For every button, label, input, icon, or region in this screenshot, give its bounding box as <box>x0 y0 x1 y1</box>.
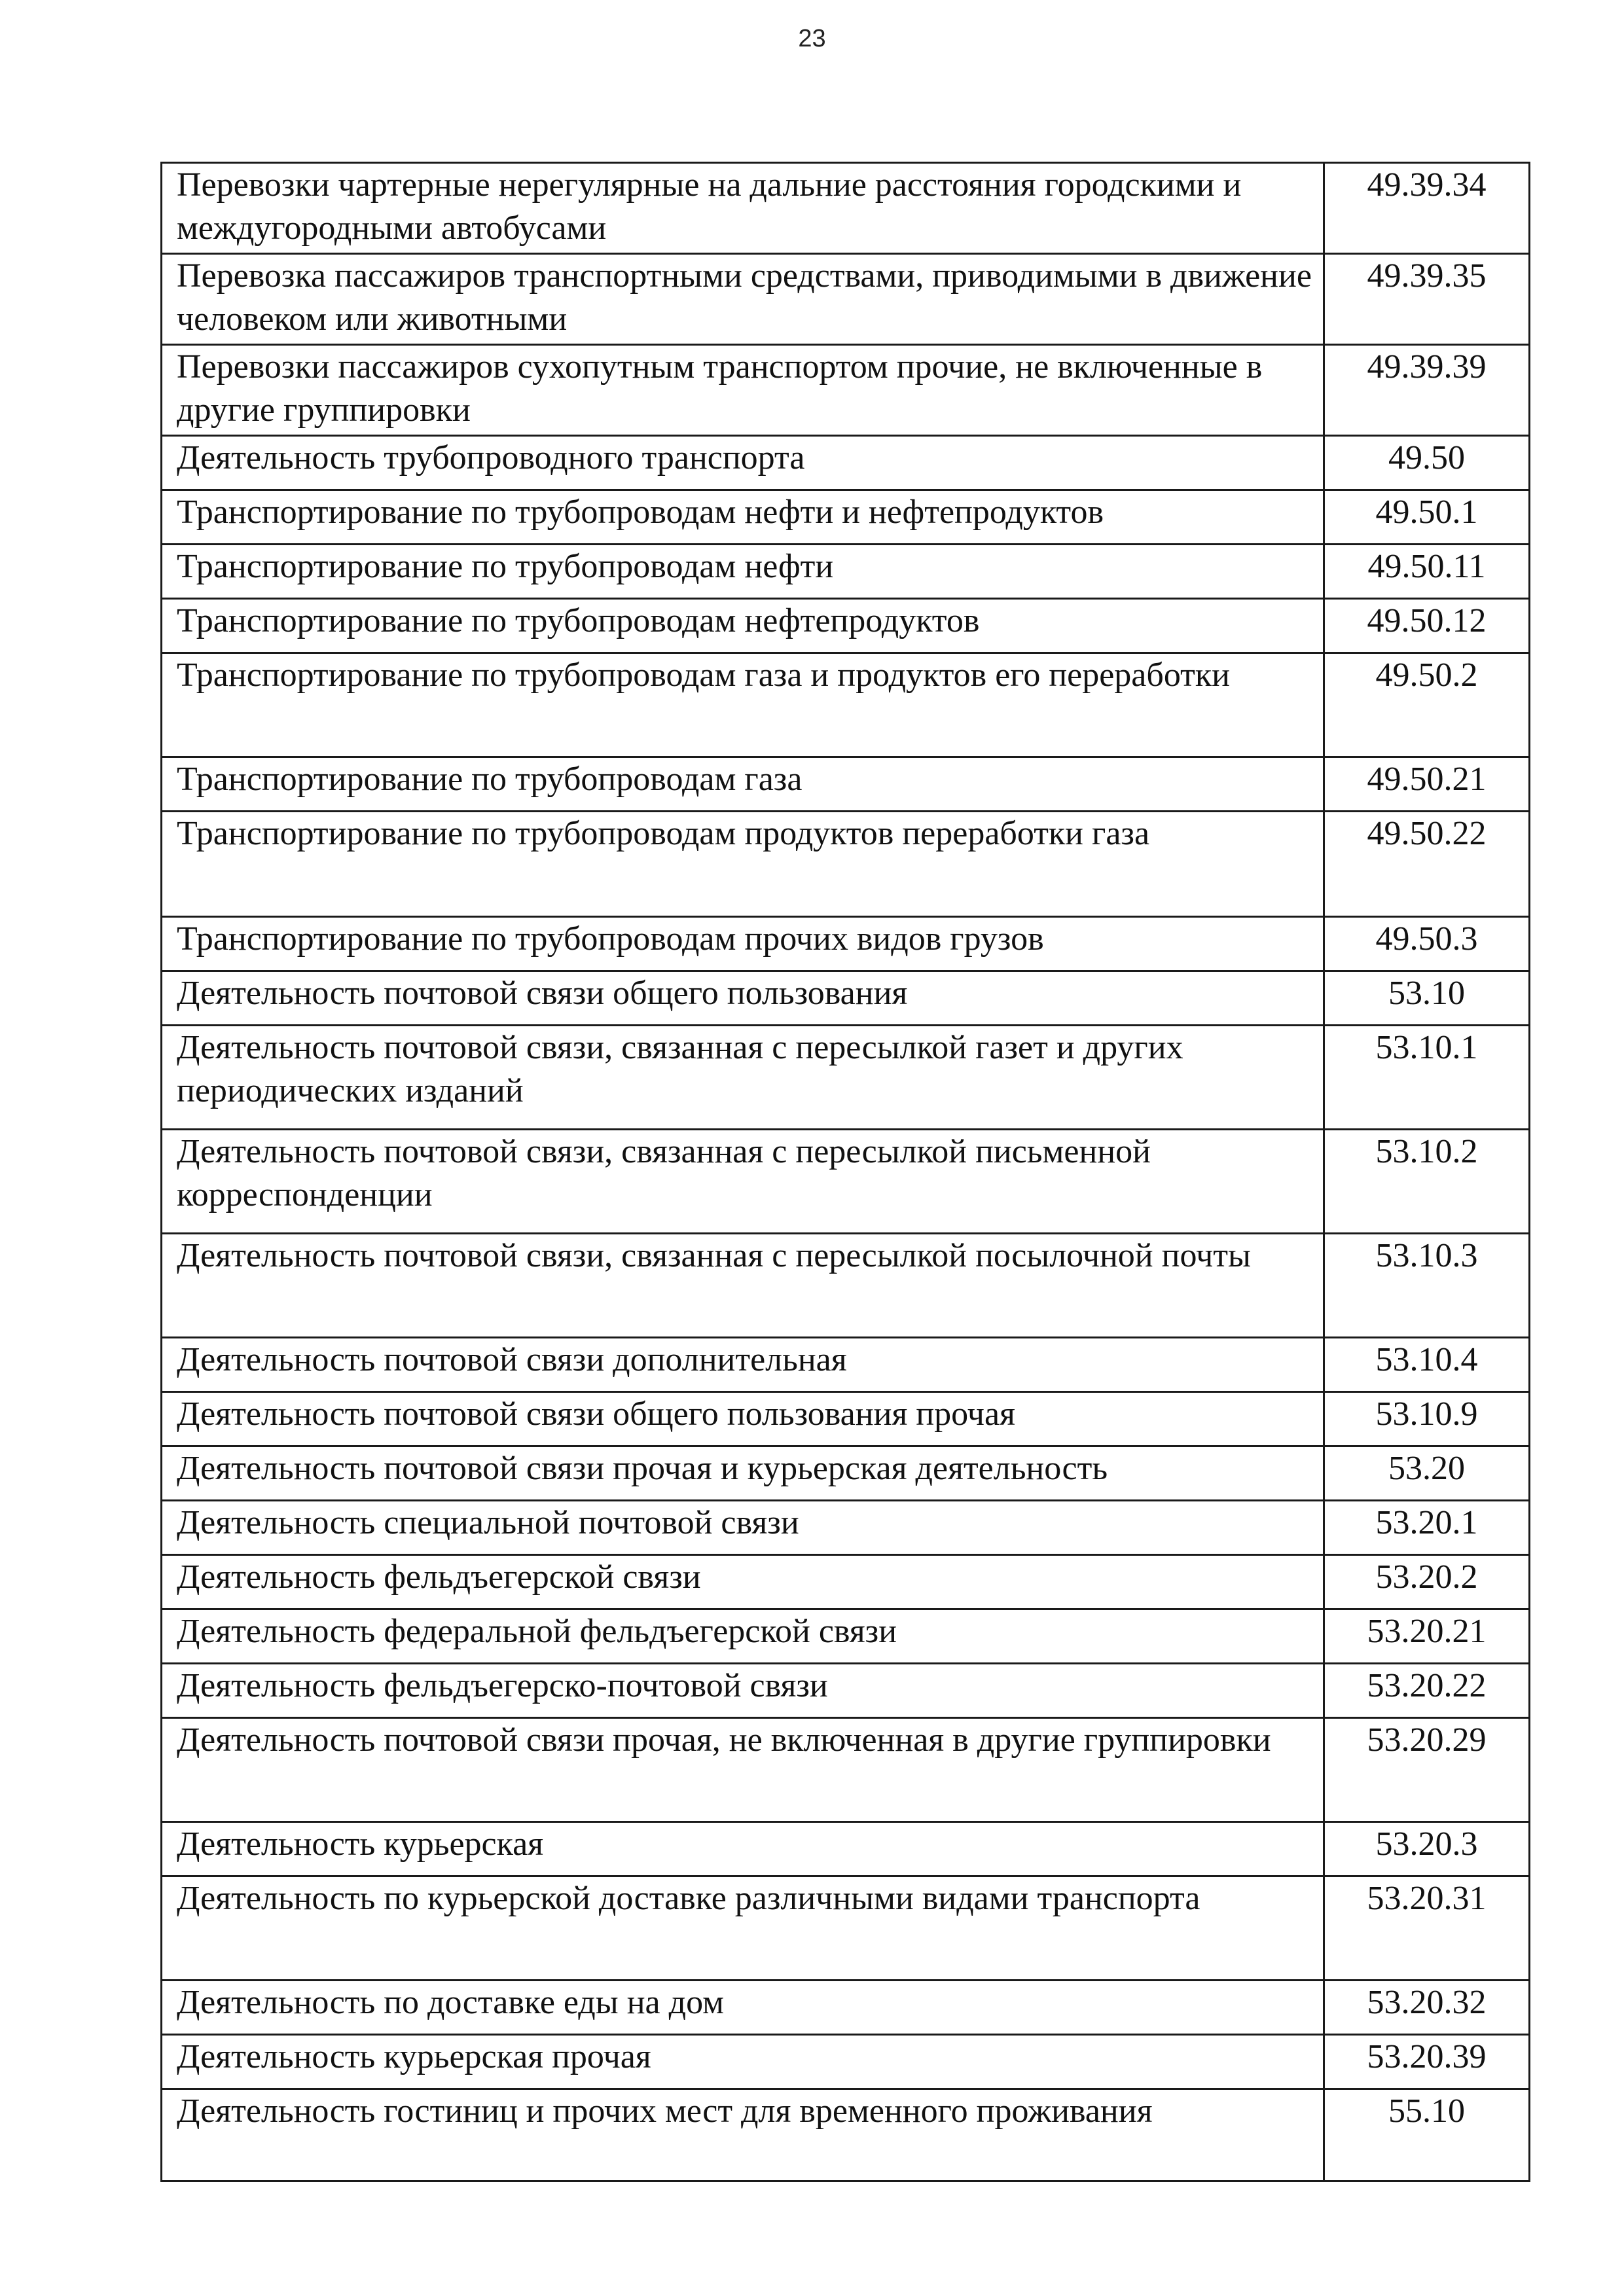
table-row <box>162 490 1530 545</box>
activity-code-cell: 49.50.3 <box>1324 917 1530 971</box>
table-row <box>162 345 1530 436</box>
activity-code-cell: 49.50.21 <box>1324 757 1530 812</box>
table-row <box>162 2089 1530 2181</box>
table-row <box>162 1338 1530 1392</box>
activity-code-cell: 49.50 <box>1324 436 1530 490</box>
table-row <box>162 2035 1530 2089</box>
activity-code-cell: 53.20.32 <box>1324 1981 1530 2035</box>
table-row <box>162 1555 1530 1609</box>
table-row <box>162 436 1530 490</box>
table-row <box>162 757 1530 812</box>
activity-name-cell: Деятельность почтовой связи, связанная с пересылкой газет и других периодических изданий <box>162 1026 1324 1130</box>
table-row <box>162 254 1530 345</box>
activity-code-cell: 53.10.2 <box>1324 1130 1530 1234</box>
table-row <box>162 1446 1530 1501</box>
activity-name-cell: Транспортирование по трубопроводам продуктов переработки газа <box>162 812 1324 917</box>
activity-name-cell: Деятельность по доставке еды на дом <box>162 1981 1324 2035</box>
activity-code-cell: 53.20.21 <box>1324 1609 1530 1664</box>
table-row <box>162 1026 1530 1130</box>
activity-code-cell: 49.50.12 <box>1324 599 1530 653</box>
table-row <box>162 1609 1530 1664</box>
activity-code-cell: 53.10 <box>1324 971 1530 1026</box>
table-row <box>162 1664 1530 1718</box>
activity-code-cell: 53.20.1 <box>1324 1501 1530 1555</box>
okved-table-container <box>160 162 1528 2182</box>
table-row <box>162 1822 1530 1876</box>
table-row <box>162 1392 1530 1446</box>
activity-name-cell: Деятельность трубопроводного транспорта <box>162 436 1324 490</box>
table-row <box>162 1130 1530 1234</box>
activity-code-cell: 49.39.39 <box>1324 345 1530 436</box>
activity-name-cell: Перевозки пассажиров сухопутным транспортом прочие, не включенные в другие группировки <box>162 345 1324 436</box>
activity-code-cell: 53.10.3 <box>1324 1234 1530 1338</box>
activity-code-cell: 49.50.22 <box>1324 812 1530 917</box>
activity-code-cell: 53.20.29 <box>1324 1718 1530 1822</box>
activity-code-cell: 53.20 <box>1324 1446 1530 1501</box>
activity-code-cell: 53.20.31 <box>1324 1876 1530 1981</box>
table-row <box>162 599 1530 653</box>
activity-name-cell: Деятельность почтовой связи дополнительная <box>162 1338 1324 1392</box>
table-row <box>162 812 1530 917</box>
activity-name-cell: Деятельность почтовой связи, связанная с пересылкой письменной корреспонденции <box>162 1130 1324 1234</box>
activity-name-cell: Деятельность фельдъегерско-почтовой связи <box>162 1664 1324 1718</box>
okved-table <box>160 162 1530 2182</box>
activity-code-cell: 53.10.4 <box>1324 1338 1530 1392</box>
activity-name-cell: Транспортирование по трубопроводам газа <box>162 757 1324 812</box>
activity-name-cell: Деятельность почтовой связи прочая и курьерская деятельность <box>162 1446 1324 1501</box>
activity-name-cell: Перевозка пассажиров транспортными средствами, приводимыми в движение человеком или животными <box>162 254 1324 345</box>
activity-name-cell: Транспортирование по трубопроводам нефти и нефтепродуктов <box>162 490 1324 545</box>
activity-code-cell: 53.20.22 <box>1324 1664 1530 1718</box>
activity-code-cell: 49.39.34 <box>1324 163 1530 254</box>
table-row <box>162 1501 1530 1555</box>
activity-name-cell: Деятельность почтовой связи общего пользования прочая <box>162 1392 1324 1446</box>
activity-name-cell: Деятельность федеральной фельдъегерской связи <box>162 1609 1324 1664</box>
activity-code-cell: 53.10.1 <box>1324 1026 1530 1130</box>
activity-name-cell: Транспортирование по трубопроводам прочих видов грузов <box>162 917 1324 971</box>
activity-name-cell: Транспортирование по трубопроводам нефти <box>162 545 1324 599</box>
table-row <box>162 653 1530 757</box>
activity-name-cell: Деятельность по курьерской доставке различными видами транспорта <box>162 1876 1324 1981</box>
activity-code-cell: 55.10 <box>1324 2089 1530 2181</box>
activity-name-cell: Деятельность курьерская <box>162 1822 1324 1876</box>
activity-code-cell: 53.20.2 <box>1324 1555 1530 1609</box>
table-row <box>162 1234 1530 1338</box>
activity-name-cell: Деятельность фельдъегерской связи <box>162 1555 1324 1609</box>
activity-name-cell: Деятельность почтовой связи общего пользования <box>162 971 1324 1026</box>
activity-code-cell: 49.50.2 <box>1324 653 1530 757</box>
activity-name-cell: Деятельность гостиниц и прочих мест для временного проживания <box>162 2089 1324 2181</box>
activity-name-cell: Перевозки чартерные нерегулярные на дальние расстояния городскими и междугородными автобусами <box>162 163 1324 254</box>
table-row <box>162 917 1530 971</box>
activity-code-cell: 49.39.35 <box>1324 254 1530 345</box>
activity-name-cell: Деятельность специальной почтовой связи <box>162 1501 1324 1555</box>
table-row <box>162 1981 1530 2035</box>
table-row <box>162 163 1530 254</box>
activity-name-cell: Деятельность почтовой связи, связанная с пересылкой посылочной почты <box>162 1234 1324 1338</box>
activity-code-cell: 53.20.3 <box>1324 1822 1530 1876</box>
page-number: 23 <box>798 25 826 52</box>
activity-name-cell: Транспортирование по трубопроводам газа и продуктов его переработки <box>162 653 1324 757</box>
table-row <box>162 1876 1530 1981</box>
table-row <box>162 971 1530 1026</box>
activity-name-cell: Деятельность курьерская прочая <box>162 2035 1324 2089</box>
table-row <box>162 1718 1530 1822</box>
activity-name-cell: Транспортирование по трубопроводам нефтепродуктов <box>162 599 1324 653</box>
table-row <box>162 545 1530 599</box>
activity-code-cell: 53.10.9 <box>1324 1392 1530 1446</box>
activity-code-cell: 49.50.1 <box>1324 490 1530 545</box>
activity-code-cell: 49.50.11 <box>1324 545 1530 599</box>
activity-name-cell: Деятельность почтовой связи прочая, не включенная в другие группировки <box>162 1718 1324 1822</box>
activity-code-cell: 53.20.39 <box>1324 2035 1530 2089</box>
